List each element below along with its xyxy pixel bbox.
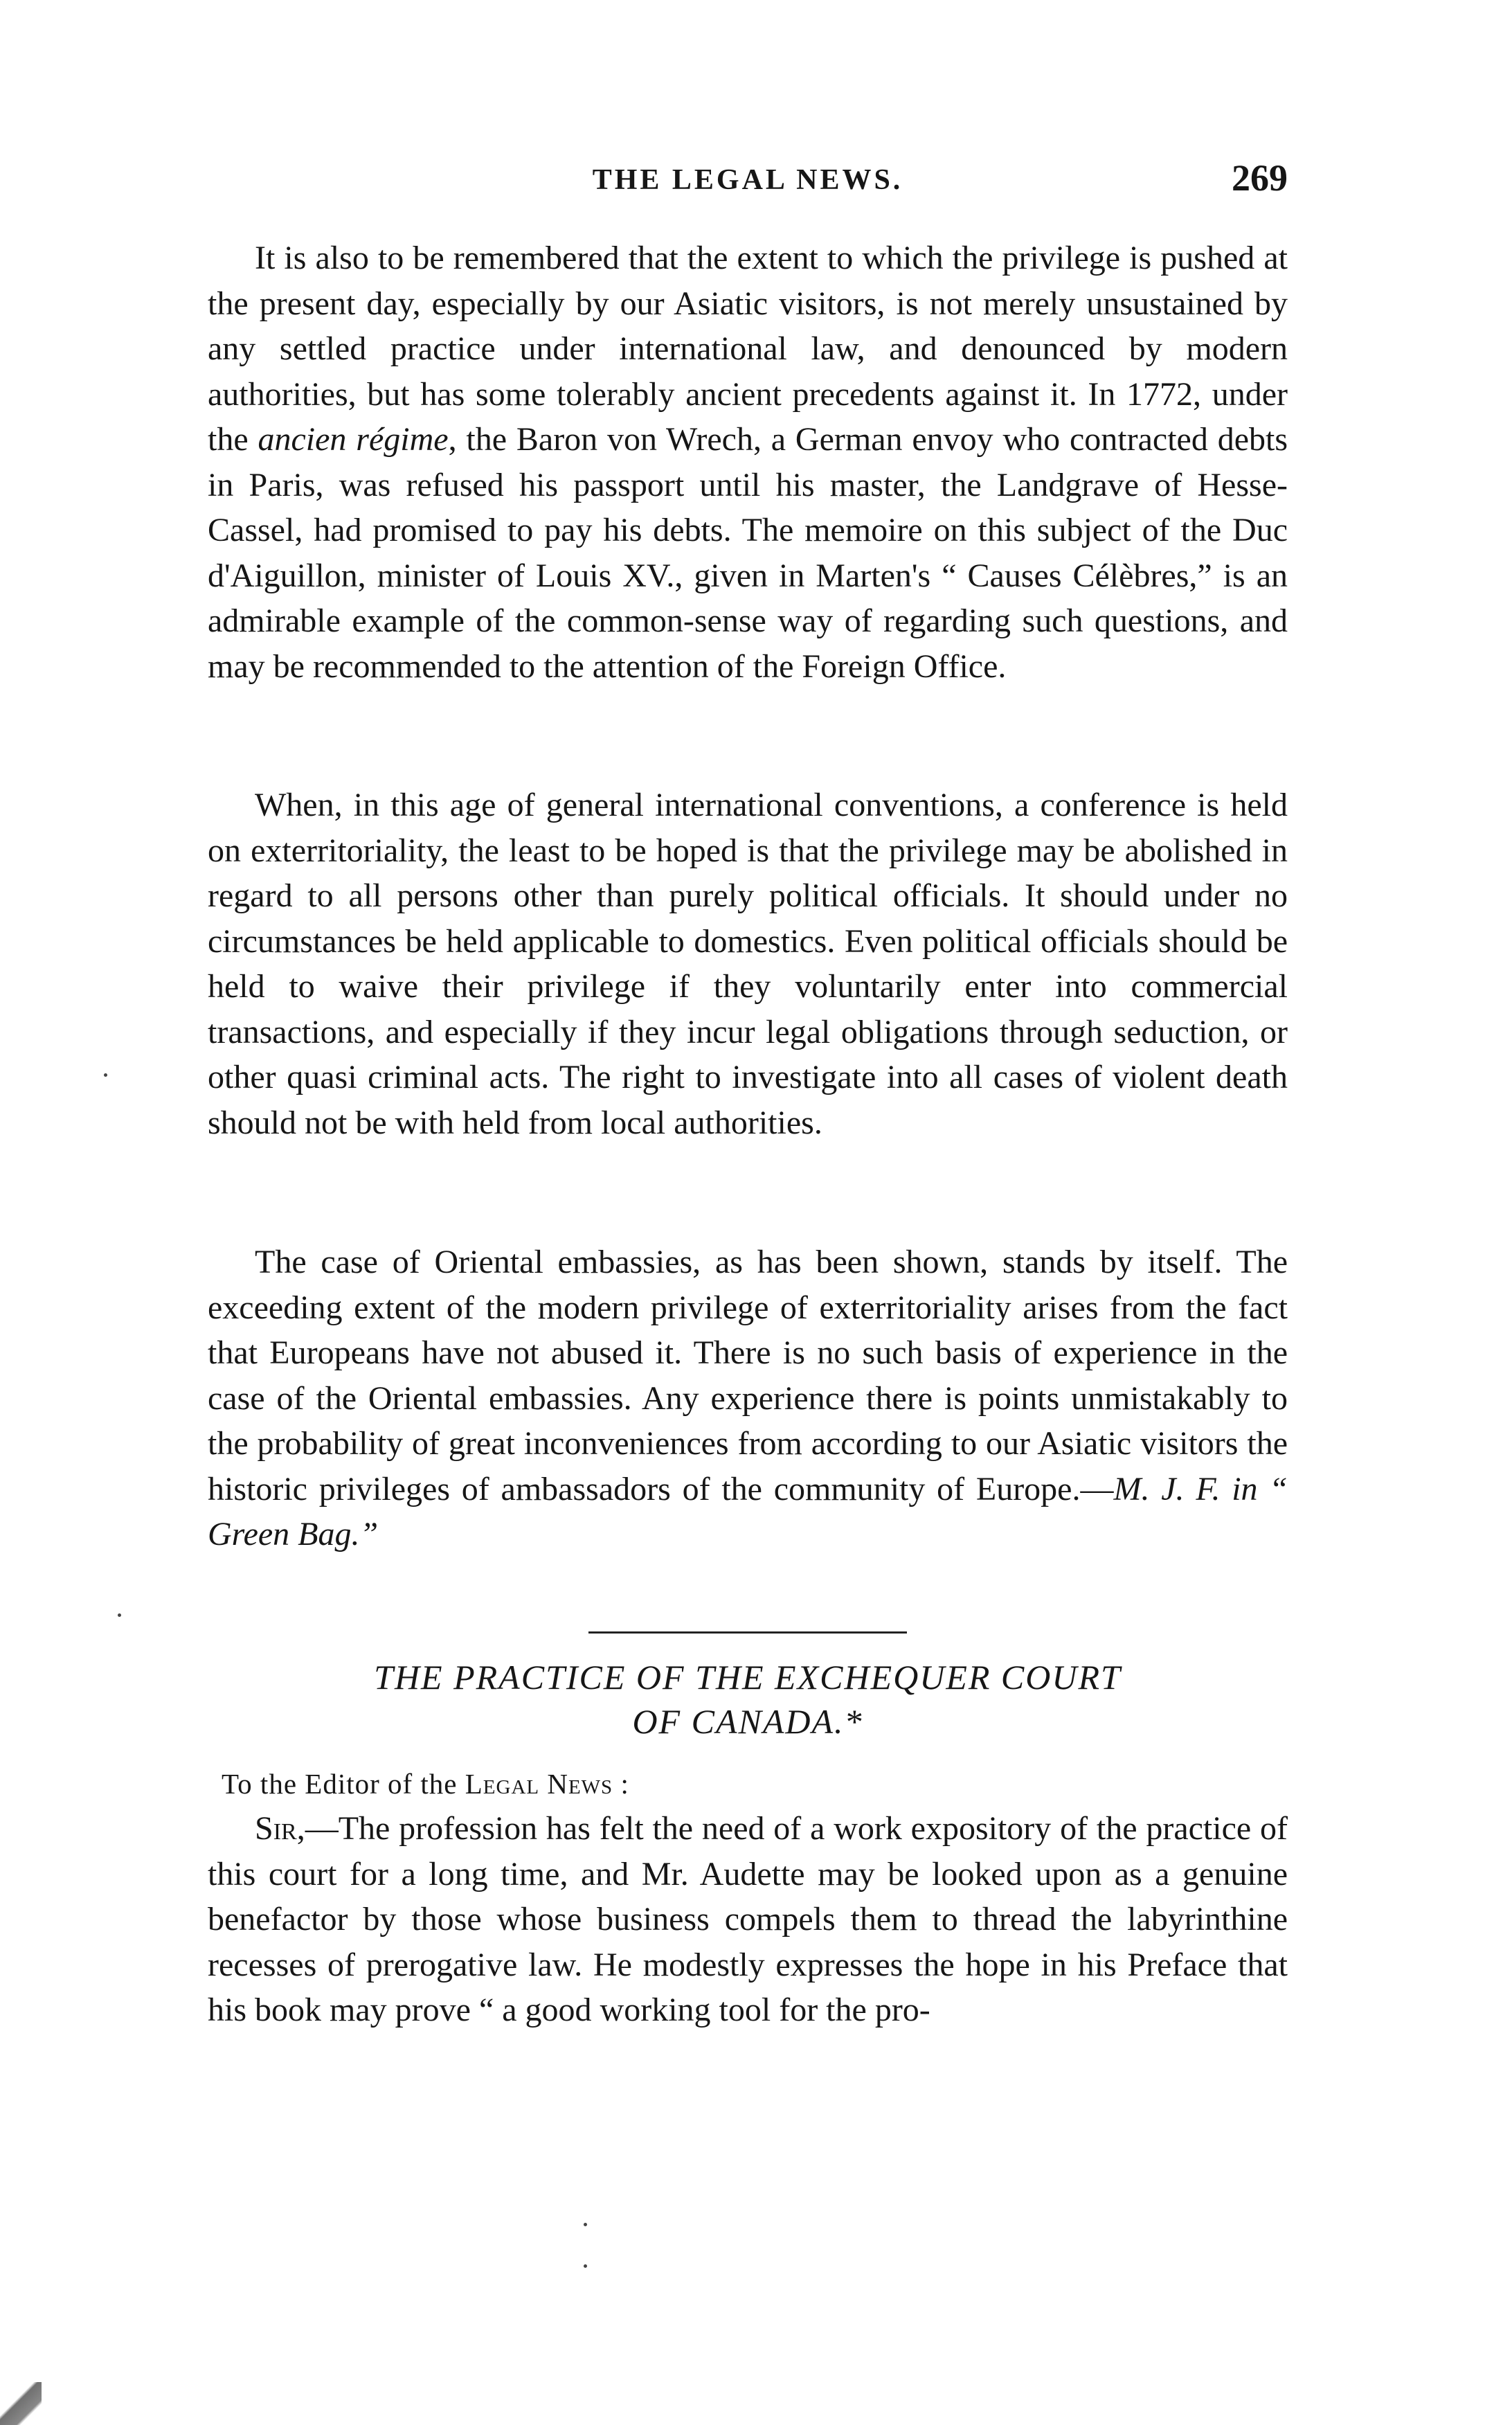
running-head [208, 156, 1288, 205]
scan-speck [118, 1613, 121, 1617]
publication-name: Legal News [465, 1768, 613, 1800]
scan-speck [584, 2223, 587, 2226]
paragraph-letter-opening [208, 1806, 1288, 2033]
paragraph-text: , the Baron von Wrech, a German envoy who contracted debts in Paris, was refused his passport until his master, the Landgrave of Hesse-Cassel, had promised to pay his debts. The memoire on this subject of the Duc d'Aiguillon, minister of Louis XV., given in Marten's “ Causes Célèbres,” is an admirable example of the common-sense way of regarding such questions, and may be recommended to the attention of the Foreign Office. [208, 421, 1288, 685]
letter-salutation: To the Editor of the Legal News : [222, 1768, 629, 1800]
scan-speck [584, 2264, 587, 2268]
article-title [208, 1655, 1288, 1744]
paragraph-privilege-precedents [208, 235, 1288, 689]
paragraph-oriental-embassies [208, 1240, 1288, 1557]
paragraph-text: It is also to be remembered that the extent to which the privilege is pushed at the present day, especially by our Asiatic visitors, is not merely unsustained by any settled practice under international law, and denounced by modern authorities, but has some tolerably ancient precedents against it. In 1772, under the [208, 240, 1288, 458]
article-title-line-2: OF CANADA.* [632, 1702, 863, 1741]
section-divider [588, 1631, 907, 1634]
paragraph-text: ,—The profession has felt the need of a work expository of the practice of this court for a long time, and Mr. Audette may be looked upon as a genuine benefactor by those whose business compels them to thread the labyrinthine recesses of prerogative law. He modestly expresses the hope in his Preface that his book may prove “ a good working tool for the pro- [208, 1810, 1288, 2028]
scan-speck [104, 1073, 107, 1077]
running-title: THE LEGAL NEWS. [592, 164, 903, 196]
paragraph-text: When, in this age of general international conventions, a conference is held on exterritoriality, the least to be hoped is that the privilege may be abolished in regard to all persons other than purely political officials. It should under no circumstances be held applicable to domestics. Even political officials should be held to waive their privilege if they voluntarily enter into commercial transactions, and especially if they incur legal obligations through seduction, or other quasi criminal acts. The right to investigate into all cases of violent death should not be with held from local authorities. [208, 787, 1288, 1141]
article-title-line-1: THE PRACTICE OF THE EXCHEQUER COURT [374, 1658, 1122, 1697]
paragraph-text: The case of Oriental embassies, as has been shown, stands by itself. The exceeding extent of the modern privilege of exterritoriality arises from the fact that Europeans have not abused it. There is no such basis of experience in the case of the Oriental embassies. Any experience there is points unmistakably to the probability of great inconveniences from according to our Asiatic visitors the historic privileges of ambassadors of the community of Europe.— [208, 1244, 1288, 1507]
signature-attribution: M. J. F. in “ Green Bag.” [208, 1470, 1288, 1552]
opening-word: Sir [255, 1810, 297, 1847]
italic-phrase: ancien régime [258, 421, 449, 458]
page-number: 269 [1232, 157, 1288, 199]
scan-edge-mark [0, 2382, 42, 2425]
paragraph-exterritoriality-conference [208, 782, 1288, 1145]
